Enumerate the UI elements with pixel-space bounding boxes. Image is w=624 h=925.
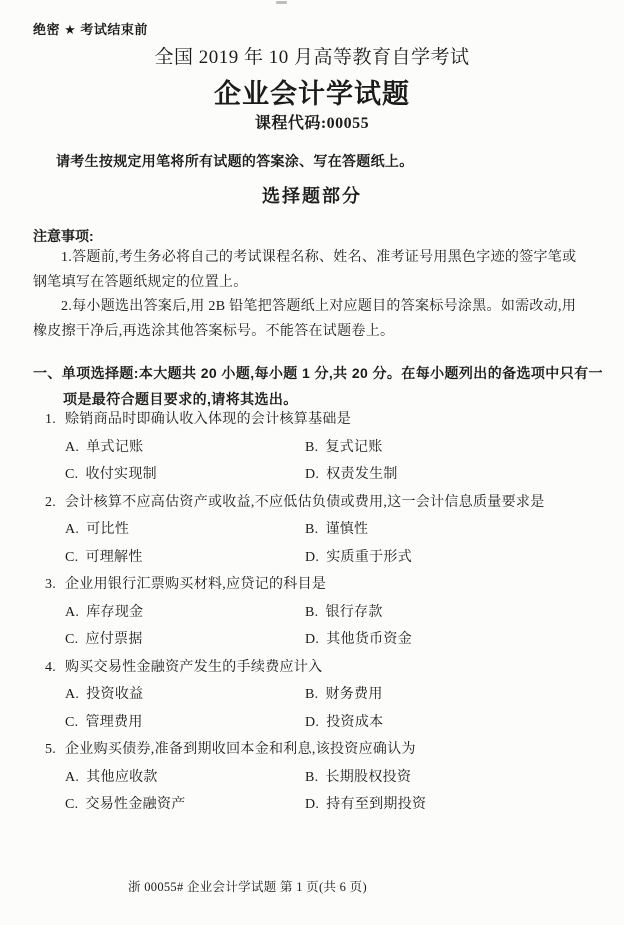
- option-b: [305, 599, 624, 627]
- notes-title: 注意事项:: [33, 228, 94, 244]
- option-text: 谨慎性: [325, 522, 369, 537]
- question-3-stem: [0, 571, 624, 599]
- question-number: 1.: [45, 412, 57, 427]
- option-text: 交易性金融资产: [85, 797, 186, 812]
- question-stem-text: 购买交易性金融资产发生的手续费应计入: [65, 659, 323, 675]
- paper-title: 企业会计学试题: [214, 79, 410, 109]
- question-list: [0, 406, 624, 819]
- question-stem-text: 企业购买债券,准备到期收回本金和利息,该投资应确认为: [65, 742, 416, 757]
- question-stem-text: 赊销商品时即确认收入体现的会计核算基础是: [65, 412, 351, 427]
- option-text: 可理解性: [85, 549, 143, 565]
- option-text: 收付实现制: [85, 467, 157, 482]
- option-text: 可比性: [86, 522, 130, 537]
- scan-artifact-mark: [276, 1, 287, 4]
- option-b: [305, 516, 624, 544]
- option-text: 管理费用: [85, 714, 143, 730]
- option-d: [305, 791, 624, 819]
- option-label: D.: [305, 467, 320, 482]
- option-b: [305, 434, 624, 462]
- option-label: D.: [305, 632, 320, 647]
- option-text: 复式记账: [325, 439, 383, 455]
- question-number: 3.: [45, 577, 57, 592]
- option-label: A.: [65, 439, 80, 455]
- option-text: 单式记账: [86, 439, 144, 455]
- option-label: A.: [65, 687, 80, 702]
- note-item-1: 1.答题前,考生务必将自己的考试课程名称、姓名、准考证号用黑色字迹的签字笔或钢笔填写在答题纸规定的位置上。: [33, 250, 577, 290]
- question-stem-text: 会计核算不应高估资产或收益,不应低估负债或费用,这一会计信息质量要求是: [65, 494, 545, 510]
- classification-banner: 绝密 ★ 考试结束前: [33, 22, 148, 37]
- option-a: [65, 516, 305, 544]
- part-one-heading: 一、单项选择题:本大题共 20 小题,每小题 1 分,共 20 分。在每小题列出的备选项中只有一项是最符合题目要求的,请将其选出。: [33, 365, 603, 407]
- question-2-options: [65, 516, 624, 571]
- course-code: 课程代码:00055: [254, 115, 370, 132]
- question-5: [0, 736, 624, 819]
- question-4-stem: [0, 654, 624, 682]
- question-3: [0, 571, 624, 654]
- option-text: 其他货币资金: [326, 632, 413, 647]
- option-d: [305, 709, 624, 737]
- option-d: [305, 544, 624, 572]
- option-label: C.: [65, 797, 79, 812]
- question-number: 5.: [45, 742, 57, 757]
- question-3-options: [65, 599, 624, 654]
- option-c: [65, 544, 305, 572]
- option-text: 其他应收款: [86, 769, 158, 785]
- option-a: [65, 764, 305, 792]
- option-label: B.: [305, 439, 319, 455]
- option-label: D.: [305, 714, 320, 730]
- option-c: [65, 626, 305, 654]
- option-c: [65, 709, 305, 737]
- option-text: 财务费用: [325, 687, 383, 702]
- option-text: 投资成本: [326, 714, 384, 730]
- question-4-options: [65, 681, 624, 736]
- option-d: [305, 461, 624, 489]
- option-text: 权责发生制: [326, 467, 398, 482]
- option-a: [65, 681, 305, 709]
- question-1: [0, 406, 624, 489]
- option-text: 库存现金: [86, 604, 144, 620]
- option-label: C.: [65, 467, 79, 482]
- option-label: A.: [65, 769, 80, 785]
- option-text: 应付票据: [85, 632, 143, 647]
- option-text: 实质重于形式: [326, 549, 413, 565]
- option-text: 持有至到期投资: [326, 797, 427, 812]
- question-2-stem: [0, 489, 624, 517]
- exam-session-title: 全国 2019 年 10 月高等教育自学考试: [154, 47, 470, 68]
- option-d: [305, 626, 624, 654]
- question-2: [0, 489, 624, 572]
- notes-body: [33, 246, 590, 344]
- question-5-stem: [0, 736, 624, 764]
- question-4: [0, 654, 624, 737]
- option-a: [65, 434, 305, 462]
- option-label: C.: [65, 632, 79, 647]
- question-number: 2.: [45, 494, 57, 510]
- question-1-stem: [0, 406, 624, 434]
- option-label: A.: [65, 604, 80, 620]
- option-c: [65, 791, 305, 819]
- option-label: B.: [305, 769, 319, 785]
- option-label: C.: [65, 549, 79, 565]
- option-text: 银行存款: [325, 604, 383, 620]
- option-text: 投资收益: [86, 687, 144, 702]
- question-5-options: [65, 764, 624, 819]
- option-b: [305, 681, 624, 709]
- option-label: A.: [65, 522, 80, 537]
- question-1-options: [65, 434, 624, 489]
- option-label: C.: [65, 714, 79, 730]
- question-stem-text: 企业用银行汇票购买材料,应贷记的科目是: [65, 577, 327, 592]
- option-label: B.: [305, 687, 319, 702]
- option-b: [305, 764, 624, 792]
- answer-sheet-instruction: 请考生按规定用笔将所有试题的答案涂、写在答题纸上。: [56, 153, 414, 169]
- option-a: [65, 599, 305, 627]
- option-text: 长期股权投资: [325, 769, 412, 785]
- page-footer: 浙 00055# 企业会计学试题 第 1 页(共 6 页): [128, 880, 367, 894]
- option-c: [65, 461, 305, 489]
- option-label: B.: [305, 522, 319, 537]
- section-title-multiple-choice: 选择题部分: [262, 186, 362, 206]
- option-label: D.: [305, 549, 320, 565]
- note-item-2: 2.每小题选出答案后,用 2B 铅笔把答题纸上对应题目的答案标号涂黑。如需改动,用橡皮擦干净后,再选涂其他答案标号。不能答在试题卷上。: [33, 299, 577, 339]
- question-number: 4.: [45, 659, 57, 675]
- option-label: B.: [305, 604, 319, 620]
- option-label: D.: [305, 797, 320, 812]
